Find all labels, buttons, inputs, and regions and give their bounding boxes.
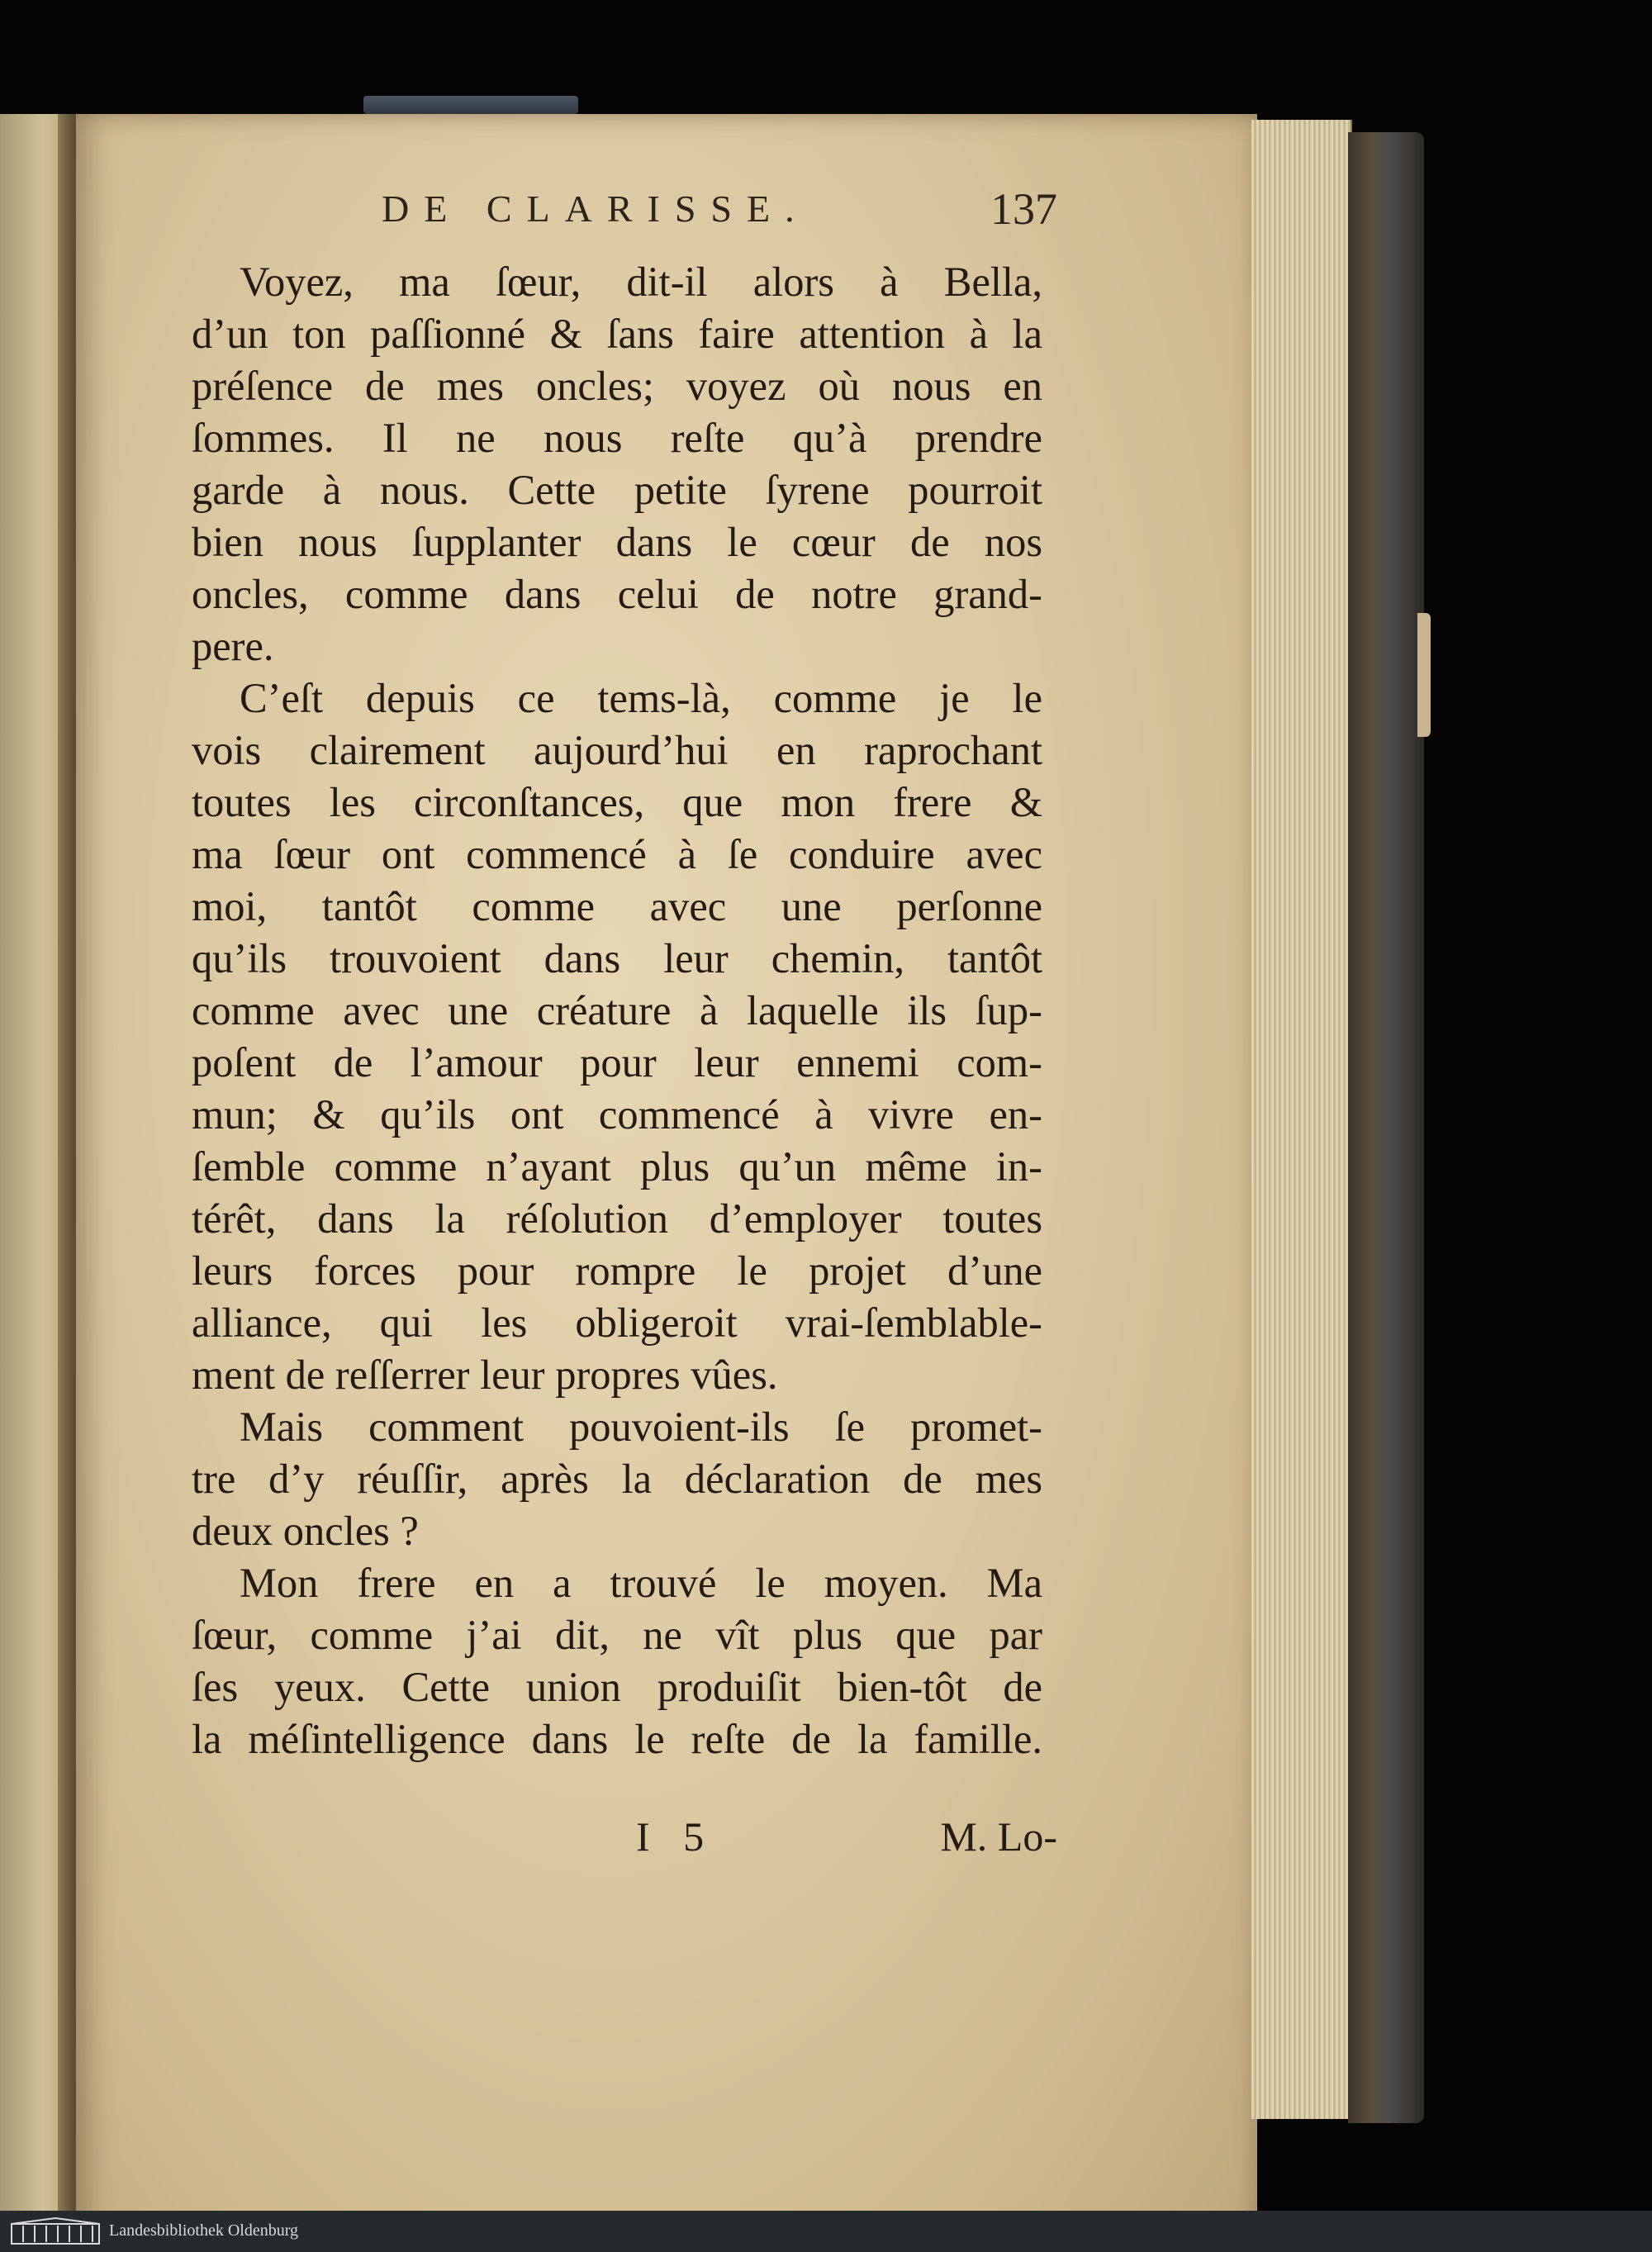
text-line: pere. (192, 623, 274, 669)
text-line: Mais comment pouvoient-ils ſe promet- (240, 1404, 1042, 1450)
body-text (192, 256, 1042, 1765)
book-cover (1348, 132, 1424, 2123)
signature-mark: I 5 (636, 1813, 716, 1860)
text-line: la méſintelligence dans le reſte de la famille. (192, 1716, 1042, 1762)
text-line: mun; & qu’ils ont commencé à vivre en- (192, 1091, 1042, 1138)
text-line: poſent de l’amour pour leur ennemi com- (192, 1039, 1042, 1086)
page-block-edge (1251, 120, 1352, 2119)
library-building-icon (10, 2217, 101, 2245)
text-line: deux oncles ? (192, 1508, 419, 1554)
text-line: d’un ton paſſionné & ſans faire attention à la (192, 311, 1042, 357)
text-line: térêt, dans la réſolution d’employer toutes (192, 1195, 1042, 1242)
text-line: ſœur, comme j’ai dit, ne vît plus que par (192, 1612, 1042, 1658)
text-line: préſence de mes oncles; voyez où nous en (192, 363, 1042, 409)
library-bar (0, 2211, 1652, 2252)
text-line: oncles, comme dans celui de notre grand- (192, 571, 1042, 617)
text-line: vois clairement aujourd’hui en raprochant (192, 727, 1042, 773)
text-line: ment de reſſerrer leur propres vûes. (192, 1352, 778, 1398)
text-line: ſemble comme n’ayant plus qu’un même in- (192, 1143, 1042, 1190)
text-line: ma ſœur ont commencé à ſe conduire avec (192, 831, 1042, 877)
text-line: alliance, qui les obligeroit vrai-ſemblable- (192, 1299, 1042, 1346)
page-number: 137 (990, 184, 1057, 234)
text-line: comme avec une créature à laquelle ils ſup- (192, 987, 1042, 1033)
text-line: leurs forces pour rompre le projet d’une (192, 1247, 1042, 1294)
text-line: toutes les circonſtances, que mon frere & (192, 779, 1042, 825)
library-name: Landesbibliothek Oldenburg (109, 2221, 299, 2240)
cover-tab (1417, 613, 1431, 737)
text-line: bien nous ſupplanter dans le cœur de nos (192, 519, 1042, 565)
catchword: M. Lo- (940, 1813, 1057, 1860)
text-line: Voyez, ma ſœur, dit-il alors à Bella, (240, 259, 1042, 305)
binding-strip (363, 96, 578, 114)
text-line: C’eſt depuis ce tems-là, comme je le (240, 675, 1042, 721)
text-line: garde à nous. Cette petite ſyrene pourroit (192, 467, 1042, 513)
text-line: Mon frere en a trouvé le moyen. Ma (240, 1560, 1042, 1606)
running-title: DE CLARISSE. (382, 188, 809, 230)
text-line: ſommes. Il ne nous reſte qu’à prendre (192, 415, 1042, 461)
text-line: ſes yeux. Cette union produiſit bien-tôt de (192, 1664, 1042, 1710)
text-line: moi, tantôt comme avec une perſonne (192, 883, 1042, 929)
text-line: qu’ils trouvoient dans leur chemin, tantôt (192, 935, 1042, 981)
text-line: tre d’y réuſſir, après la déclaration de mes (192, 1456, 1042, 1502)
